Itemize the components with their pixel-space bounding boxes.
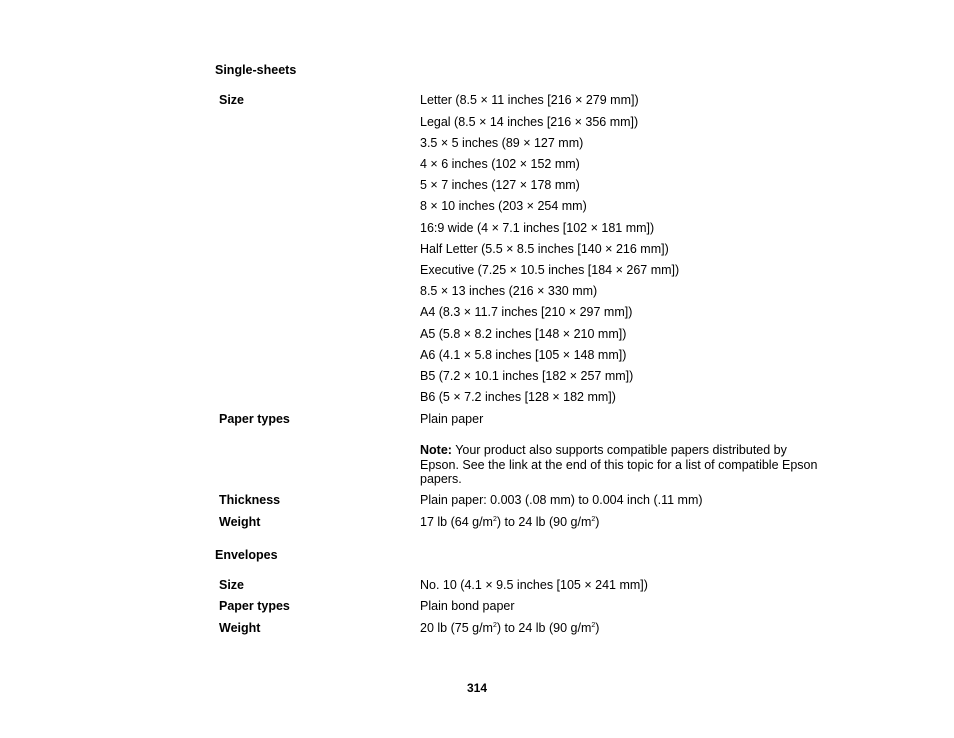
size-item: A6 (4.1 × 5.8 inches [105 × 148 mm]) bbox=[420, 348, 627, 362]
single-sheets-heading: Single-sheets bbox=[215, 63, 297, 77]
size-item: 3.5 × 5 inches (89 × 127 mm) bbox=[420, 136, 584, 150]
size-item: 4 × 6 inches (102 × 152 mm) bbox=[420, 157, 580, 171]
single-sheets-paper-types-label: Paper types bbox=[219, 412, 290, 426]
envelopes-weight-label: Weight bbox=[219, 621, 261, 635]
size-item: B5 (7.2 × 10.1 inches [182 × 257 mm]) bbox=[420, 369, 634, 383]
envelopes-heading: Envelopes bbox=[215, 548, 278, 562]
page-number: 314 bbox=[466, 681, 488, 695]
size-item: 16:9 wide (4 × 7.1 inches [102 × 181 mm]) bbox=[420, 221, 655, 235]
size-item: Letter (8.5 × 11 inches [216 × 279 mm]) bbox=[420, 93, 639, 107]
size-item: A4 (8.3 × 11.7 inches [210 × 297 mm]) bbox=[420, 305, 633, 319]
compatibility-note bbox=[420, 443, 820, 487]
size-item: 8 × 10 inches (203 × 254 mm) bbox=[420, 199, 587, 213]
envelopes-paper-types-value: Plain bond paper bbox=[420, 599, 515, 613]
size-item: B6 (5 × 7.2 inches [128 × 182 mm]) bbox=[420, 390, 616, 404]
size-item: 5 × 7 inches (127 × 178 mm) bbox=[420, 178, 580, 192]
size-item: Legal (8.5 × 14 inches [216 × 356 mm]) bbox=[420, 115, 639, 129]
envelopes-paper-types-label: Paper types bbox=[219, 599, 290, 613]
note-text: Your product also supports compatible papers distributed by Epson. See the link at the end of this topic for a list of compatible Epson papers. bbox=[420, 443, 818, 486]
envelopes-size-value: No. 10 (4.1 × 9.5 inches [105 × 241 mm]) bbox=[420, 578, 648, 592]
single-sheets-weight-value: 17 lb (64 $g/m^2$) to 24 lb (90 $g/m^2$) bbox=[420, 515, 600, 529]
single-sheets-size-label: Size bbox=[219, 93, 245, 107]
single-sheets-paper-types-value: Plain paper bbox=[420, 412, 484, 426]
size-item: Half Letter (5.5 × 8.5 inches [140 × 216 mm]) bbox=[420, 242, 669, 256]
size-item: 8.5 × 13 inches (216 × 330 mm) bbox=[420, 284, 598, 298]
note-label: Note: bbox=[420, 443, 452, 457]
envelopes-size-label: Size bbox=[219, 578, 245, 592]
single-sheets-thickness-label: Thickness bbox=[219, 493, 281, 507]
single-sheets-weight-label: Weight bbox=[219, 515, 261, 529]
single-sheets-thickness-value: Plain paper: 0.003 (.08 mm) to 0.004 inch (.11 mm) bbox=[420, 493, 703, 507]
size-item: A5 (5.8 × 8.2 inches [148 × 210 mm]) bbox=[420, 327, 627, 341]
envelopes-weight-value: 20 lb (75 $g/m^2$) to 24 lb (90 $g/m^2$) bbox=[420, 621, 600, 635]
size-item: Executive (7.25 × 10.5 inches [184 × 267 mm]) bbox=[420, 263, 680, 277]
